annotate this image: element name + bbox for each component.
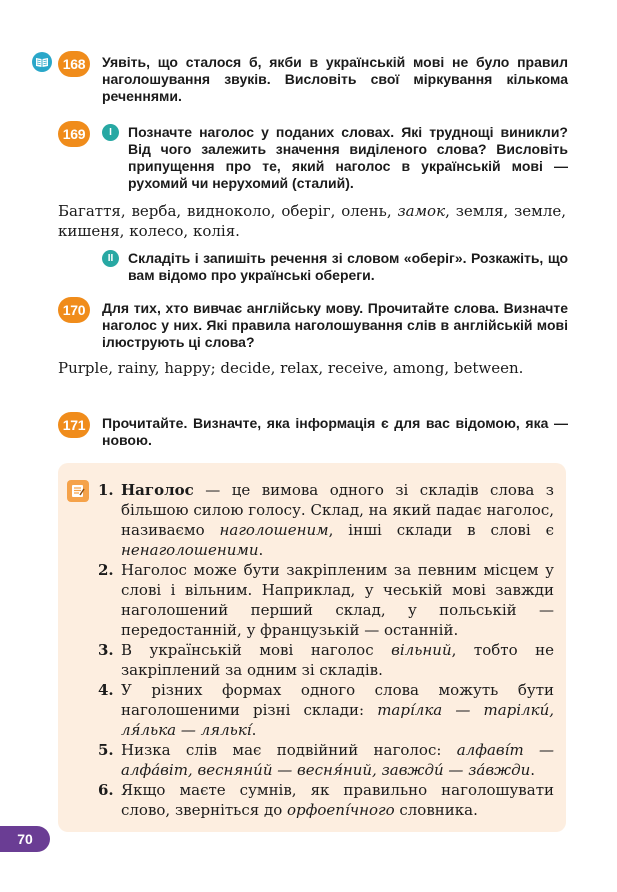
task-part-1: [102, 124, 568, 192]
rules-box: [58, 463, 566, 832]
task-text: Уявіть, що сталося б, якби в українській мові не було правил наголошування звуків. Висловіть свої міркування кількома реченнями.: [102, 54, 568, 104]
rule-text: .: [258, 541, 264, 559]
rule-italic: тарі́лка — тарілки́, ля́лька — лялькі́: [121, 701, 554, 739]
rule-italic: наголошеним: [219, 521, 329, 539]
word-list-part: , земля, земле, кишеня, колесо, колія.: [58, 202, 566, 240]
rule-italic: орфоепі́чного: [287, 801, 395, 819]
rule-item: [98, 740, 554, 780]
rule-item: [98, 560, 554, 640]
rules-list: [98, 480, 554, 820]
rule-number: 3.: [98, 641, 114, 659]
rule-number: 5.: [98, 741, 114, 759]
task-number-badge: 169: [58, 121, 90, 147]
highlighted-word: замок: [397, 202, 446, 220]
task-text: Позначте наголос у поданих словах. Які труднощі виникли? Від чого залежить значення виділеного слова? Висловіть припущення про те, який наголос в українській мові — рухомий чи нерухомий (сталий).: [128, 124, 568, 191]
book-icon: [32, 52, 52, 72]
rule-text: У різних формах одного слова можуть бути наголошеними різні склади:: [121, 681, 554, 719]
rule-text: Низка слів має подвійний наголос:: [121, 741, 457, 759]
rule-italic: алфаві́т — алфа́віт, весняни́й — весня́ний, завжди́ — за́вжди: [121, 741, 554, 779]
rule-item: [98, 780, 554, 820]
rule-text: .: [530, 761, 536, 779]
task-171: [58, 415, 568, 449]
rule-italic: вільний: [391, 641, 452, 659]
rule-text: Якщо маєте сумнів, як правильно наголошувати слово, зверніться до: [121, 781, 554, 819]
page-number: 70: [0, 826, 50, 852]
task-168: [58, 54, 568, 105]
task-number-badge: 170: [58, 297, 90, 323]
rule-italic: ненаголошеними: [121, 541, 259, 559]
rule-text: .: [251, 721, 257, 739]
word-list-169: [58, 201, 566, 241]
rule-text: — це вимова одного зі складів слова з більшою силою голосу. Склад, на який падає наголос, називаємо: [121, 481, 554, 539]
rule-term: Наголос: [121, 481, 194, 499]
task-part-2: [102, 250, 568, 284]
roman-numeral-badge: II: [102, 250, 119, 267]
word-list-part: Багаття, верба, видноколо, оберіг, олень,: [58, 202, 398, 220]
task-169: [58, 124, 568, 192]
rule-item: [98, 480, 554, 560]
task-number-badge: 171: [58, 412, 90, 438]
rule-item: [98, 680, 554, 740]
rule-text: , інші склади в слові є: [328, 521, 554, 539]
rule-number: 1.: [98, 481, 114, 499]
task-text: Складіть і запишіть речення зі словом «оберіг». Розкажіть, що вам відомо про українські обереги.: [128, 250, 568, 283]
rule-text: В українській мові наголос: [121, 641, 392, 659]
rule-item: [98, 640, 554, 680]
notebook-icon: [67, 480, 89, 502]
rule-text: , тобто не закріплений за одним зі складів.: [121, 641, 554, 679]
rule-number: 2.: [98, 561, 114, 579]
task-170: [58, 300, 568, 351]
task-text: Прочитайте. Визначте, яка інформація є для вас відомою, яка — новою.: [102, 415, 568, 448]
roman-numeral-badge: I: [102, 124, 119, 141]
task-number-badge: 168: [58, 51, 90, 77]
rule-text: словника.: [394, 801, 478, 819]
rule-number: 6.: [98, 781, 114, 799]
word-list-170: Purple, rainy, happy; decide, relax, receive, among, between.: [58, 359, 524, 377]
rule-number: 4.: [98, 681, 114, 699]
rule-text: Наголос може бути закріпленим за певним місцем у слові і вільним. Наприклад, у чеській мові завжди наголошений перший склад, у польській — передостанній, у французькій — останній.: [121, 561, 554, 639]
task-169-part-2: [58, 250, 568, 284]
task-text: Для тих, хто вивчає англійську мову. Прочитайте слова. Визначте наголос у них. Які правила наголошування слів в англійській мові ілюструють ці слова?: [102, 300, 568, 350]
